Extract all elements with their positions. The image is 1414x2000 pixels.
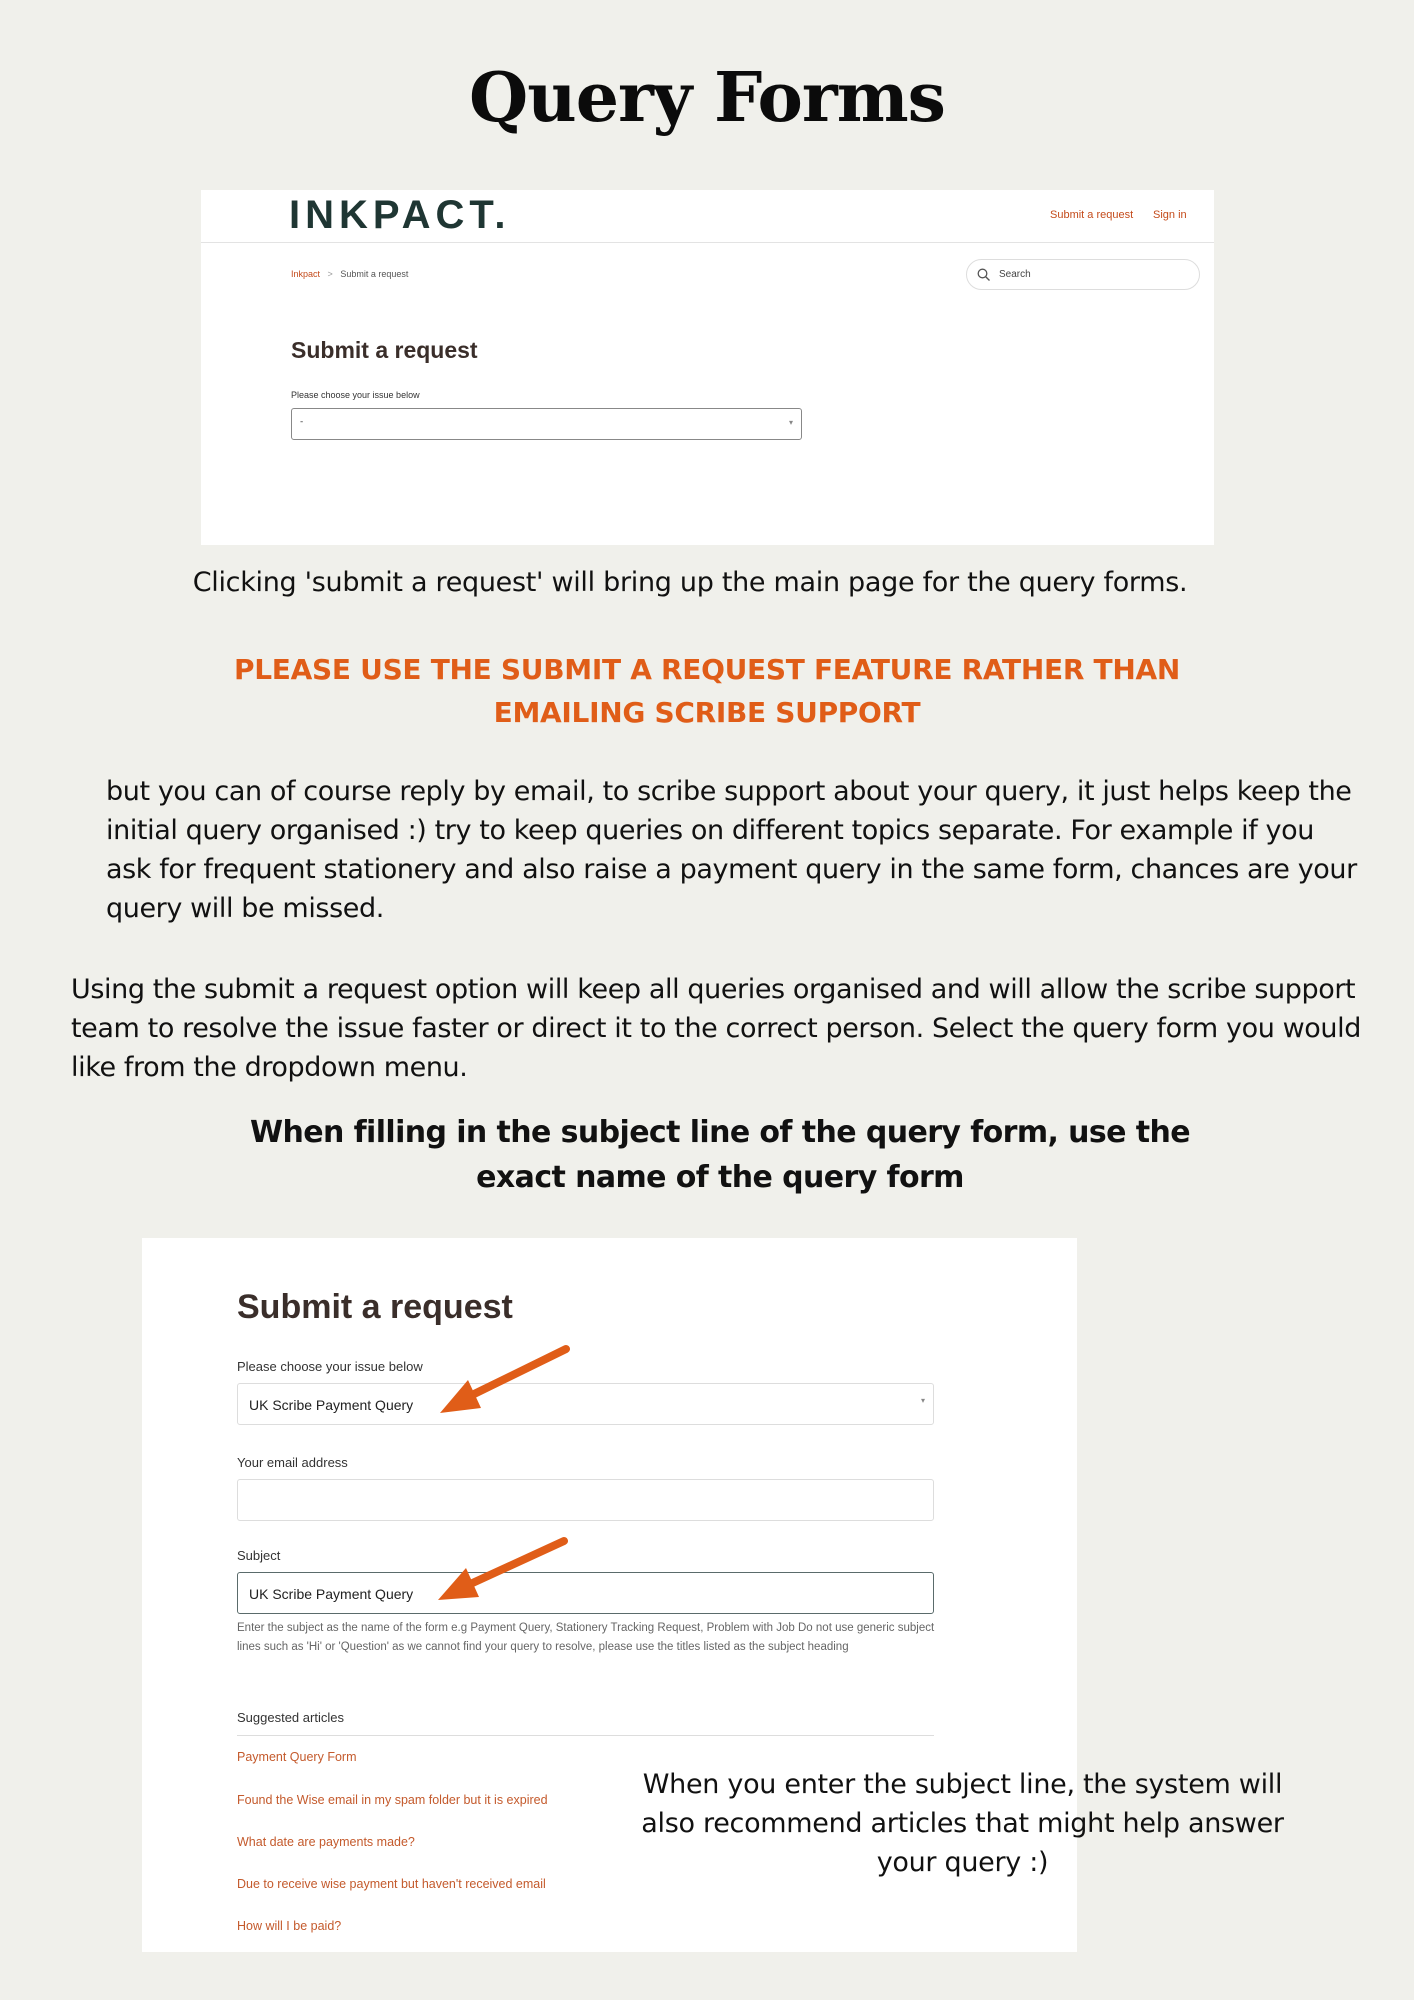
- arrow-icon: [438, 1541, 564, 1600]
- subject-tip-line-1: When filling in the subject line of the query form, use the: [249, 1115, 1190, 1150]
- subject-input-value: UK Scribe Payment Query: [249, 1586, 414, 1602]
- warning-line-2: EMAILING SCRIBE SUPPORT: [493, 696, 921, 729]
- subject-help-text: Enter the subject as the name of the form e.g Payment Query, Stationery Tracking Request, Problem with Job Do not use generic subject lines such as 'Hi' or 'Question' as we cannot find your query to resolve, please use the titles listed as the subject heading: [237, 1622, 935, 1653]
- page-title: Query Forms: [469, 58, 945, 138]
- arrow-icon: [440, 1349, 566, 1413]
- issue-select-value: UK Scribe Payment Query: [249, 1397, 414, 1413]
- article-link[interactable]: Found the Wise email in my spam folder but it is expired: [237, 1793, 548, 1807]
- paragraph-email-note: but you can of course reply by email, to scribe support about your query, it just helps keep the initial query organised :) try to keep queries on different topics separate. For example if you ask for frequent stationery and also raise a payment query in the same form, chances are your query will be missed.: [106, 776, 1357, 924]
- sign-in-link[interactable]: Sign in: [1153, 209, 1187, 221]
- inkpact-logo[interactable]: INKPACT.: [289, 193, 511, 237]
- issue-label: Please choose your issue below: [291, 390, 420, 400]
- email-label: Your email address: [237, 1455, 348, 1470]
- breadcrumb-home-link[interactable]: Inkpact: [291, 269, 321, 279]
- subject-tip-line-2: exact name of the query form: [476, 1160, 964, 1195]
- chevron-down-icon: ▾: [788, 418, 793, 427]
- warning-line-1: PLEASE USE THE SUBMIT A REQUEST FEATURE RATHER THAN: [234, 653, 1180, 686]
- issue-select-value: -: [300, 417, 304, 427]
- breadcrumb-separator: >: [327, 269, 333, 279]
- chevron-down-icon: ▾: [920, 1396, 925, 1405]
- caption-top: Clicking 'submit a request' will bring up the main page for the query forms.: [192, 567, 1188, 598]
- article-link[interactable]: Due to receive wise payment but haven't received email: [237, 1877, 546, 1891]
- issue-label: Please choose your issue below: [237, 1359, 423, 1374]
- form-heading: Submit a request: [237, 1288, 513, 1326]
- request-heading: Submit a request: [291, 337, 478, 363]
- subject-label: Subject: [237, 1548, 281, 1563]
- caption-bottom: When you enter the subject line, the system will also recommend articles that might help answer your query :): [641, 1769, 1284, 1878]
- search-placeholder: Search: [999, 269, 1031, 280]
- suggested-articles-label: Suggested articles: [237, 1710, 344, 1725]
- breadcrumb-current: Submit a request: [340, 269, 409, 279]
- article-link[interactable]: Payment Query Form: [237, 1750, 357, 1764]
- paragraph-submit-option: Using the submit a request option will keep all queries organised and will allow the scribe support team to resolve the issue faster or direct it to the correct person. Select the query form you would like from the dropdown menu.: [71, 974, 1361, 1083]
- article-link[interactable]: How will I be paid?: [237, 1919, 342, 1933]
- article-link[interactable]: What date are payments made?: [237, 1835, 415, 1849]
- submit-request-link[interactable]: Submit a request: [1050, 209, 1134, 221]
